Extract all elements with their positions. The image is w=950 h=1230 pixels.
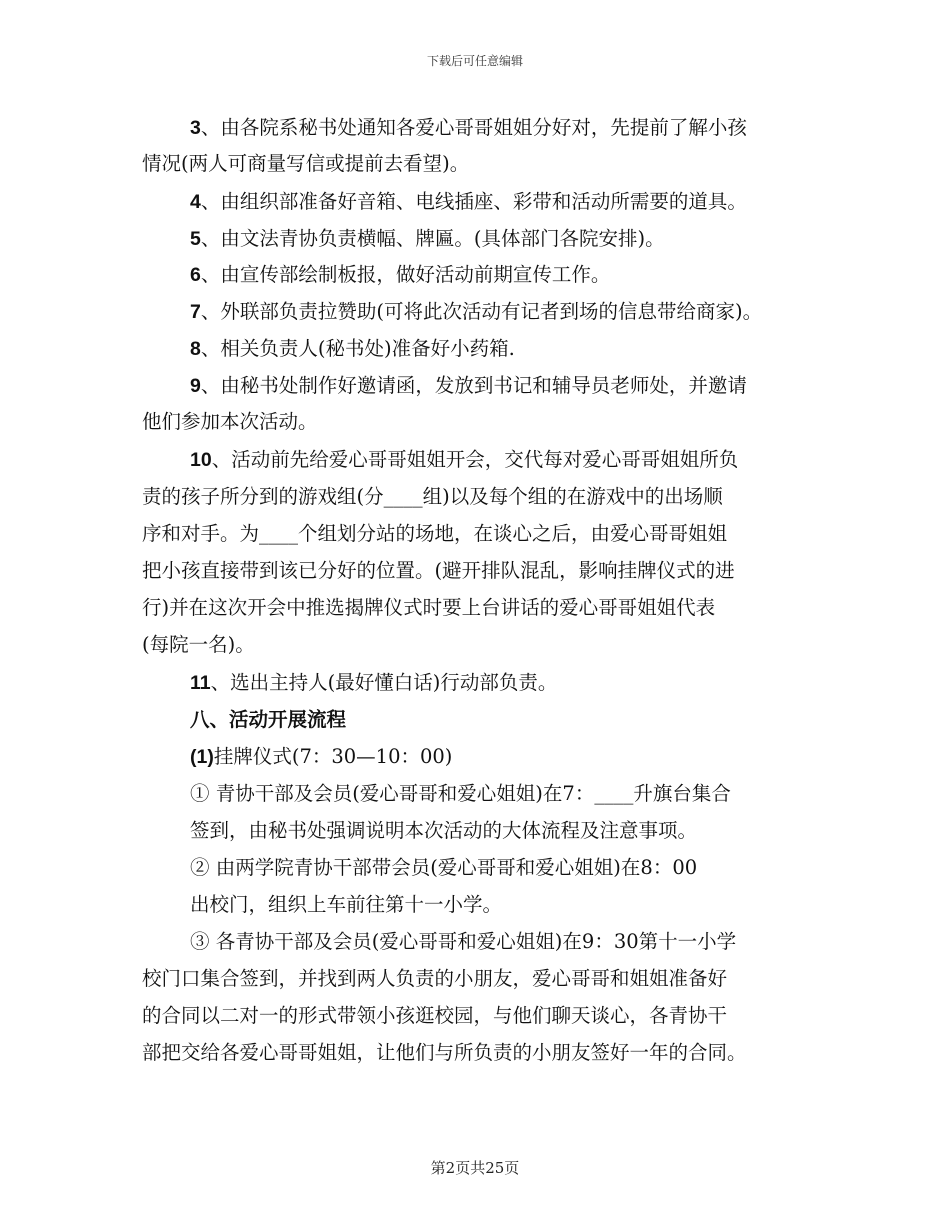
item-3-line-2: 情况(两人可商量写信或提前去看望)。	[142, 152, 470, 175]
step-1-line-1: ① 青协干部及会员(爱心哥哥和爱心姐姐)在7：____升旗台集合	[190, 782, 731, 805]
item-6: 6、由宣传部绘制板报，做好活动前期宣传工作。	[190, 263, 611, 286]
step-3-line-2: 校门口集合签到，并找到两人负责的小朋友，爱心哥哥和姐姐准备好	[142, 967, 728, 990]
item-number: 3	[190, 117, 201, 139]
item-10-line-1: 10、活动前先给爱心哥哥姐姐开会，交代每对爱心哥哥姐姐所负	[190, 448, 739, 471]
item-number: 6	[190, 264, 201, 286]
item-3-line-1: 3、由各院系秘书处通知各爱心哥哥姐姐分好对，先提前了解小孩	[190, 116, 747, 139]
step-3-line-3: 的合同以二对一的形式带领小孩逛校园，与他们聊天谈心，各青协干	[142, 1004, 728, 1027]
item-11: 11、选出主持人(最好懂白话)行动部负责。	[190, 671, 558, 694]
item-number: 10	[190, 449, 212, 471]
item-number: 7	[190, 301, 201, 323]
item-9-line-1: 9、由秘书处制作好邀请函，发放到书记和辅导员老师处，并邀请	[190, 374, 747, 397]
step-1-line-2: 签到，由秘书处强调说明本次活动的大体流程及注意事项。	[190, 819, 698, 842]
item-10-line-5: 行)并在这次开会中推选揭牌仪式时要上台讲话的爱心哥哥姐姐代表	[142, 596, 716, 619]
step-3-line-1: ③ 各青协干部及会员(爱心哥哥和爱心姐姐)在9：30第十一小学	[190, 930, 737, 953]
item-7: 7、外联部负责拉赞助(可将此次活动有记者到场的信息带给商家)。	[190, 300, 763, 323]
item-9-line-2: 他们参加本次活动。	[142, 410, 318, 433]
step-3-line-4: 部把交给各爱心哥哥姐姐，让他们与所负责的小朋友签好一年的合同。	[142, 1041, 747, 1064]
item-number: 4	[190, 191, 201, 213]
item-10-line-4: 把小孩直接带到该已分好的位置。(避开排队混乱，影响挂牌仪式的进	[142, 559, 735, 582]
item-8: 8、相关负责人(秘书处)准备好小药箱.	[190, 337, 515, 360]
step-2-line-1: ② 由两学院青协干部带会员(爱心哥哥和爱心姐姐)在8：00	[190, 856, 698, 879]
item-10-line-3: 序和对手。为____个组划分站的场地，在谈心之后，由爱心哥哥姐姐	[142, 522, 728, 545]
item-4: 4、由组织部准备好音箱、电线插座、彩带和活动所需要的道具。	[190, 190, 747, 213]
item-5: 5、由文法青协负责横幅、牌匾。(具体部门各院安排)。	[190, 227, 665, 250]
item-number: 11	[190, 672, 211, 694]
item-number: 9	[190, 375, 201, 397]
item-number: 5	[190, 228, 201, 250]
page-header: 下载后可任意编辑	[426, 54, 523, 68]
page-footer: 第2页共25页	[430, 1159, 520, 1177]
item-number: 8	[190, 338, 201, 360]
subsection-1: (1)挂牌仪式(7：30—10：00)	[190, 745, 453, 768]
subsection-number: (1)	[190, 746, 214, 768]
item-10-line-6: (每院一名)。	[142, 633, 255, 656]
section-heading: 八、活动开展流程	[190, 708, 347, 731]
step-2-line-2: 出校门，组织上车前往第十一小学。	[190, 893, 503, 916]
item-10-line-2: 责的孩子所分到的游戏组(分____组)以及每个组的在游戏中的出场顺	[142, 485, 723, 508]
